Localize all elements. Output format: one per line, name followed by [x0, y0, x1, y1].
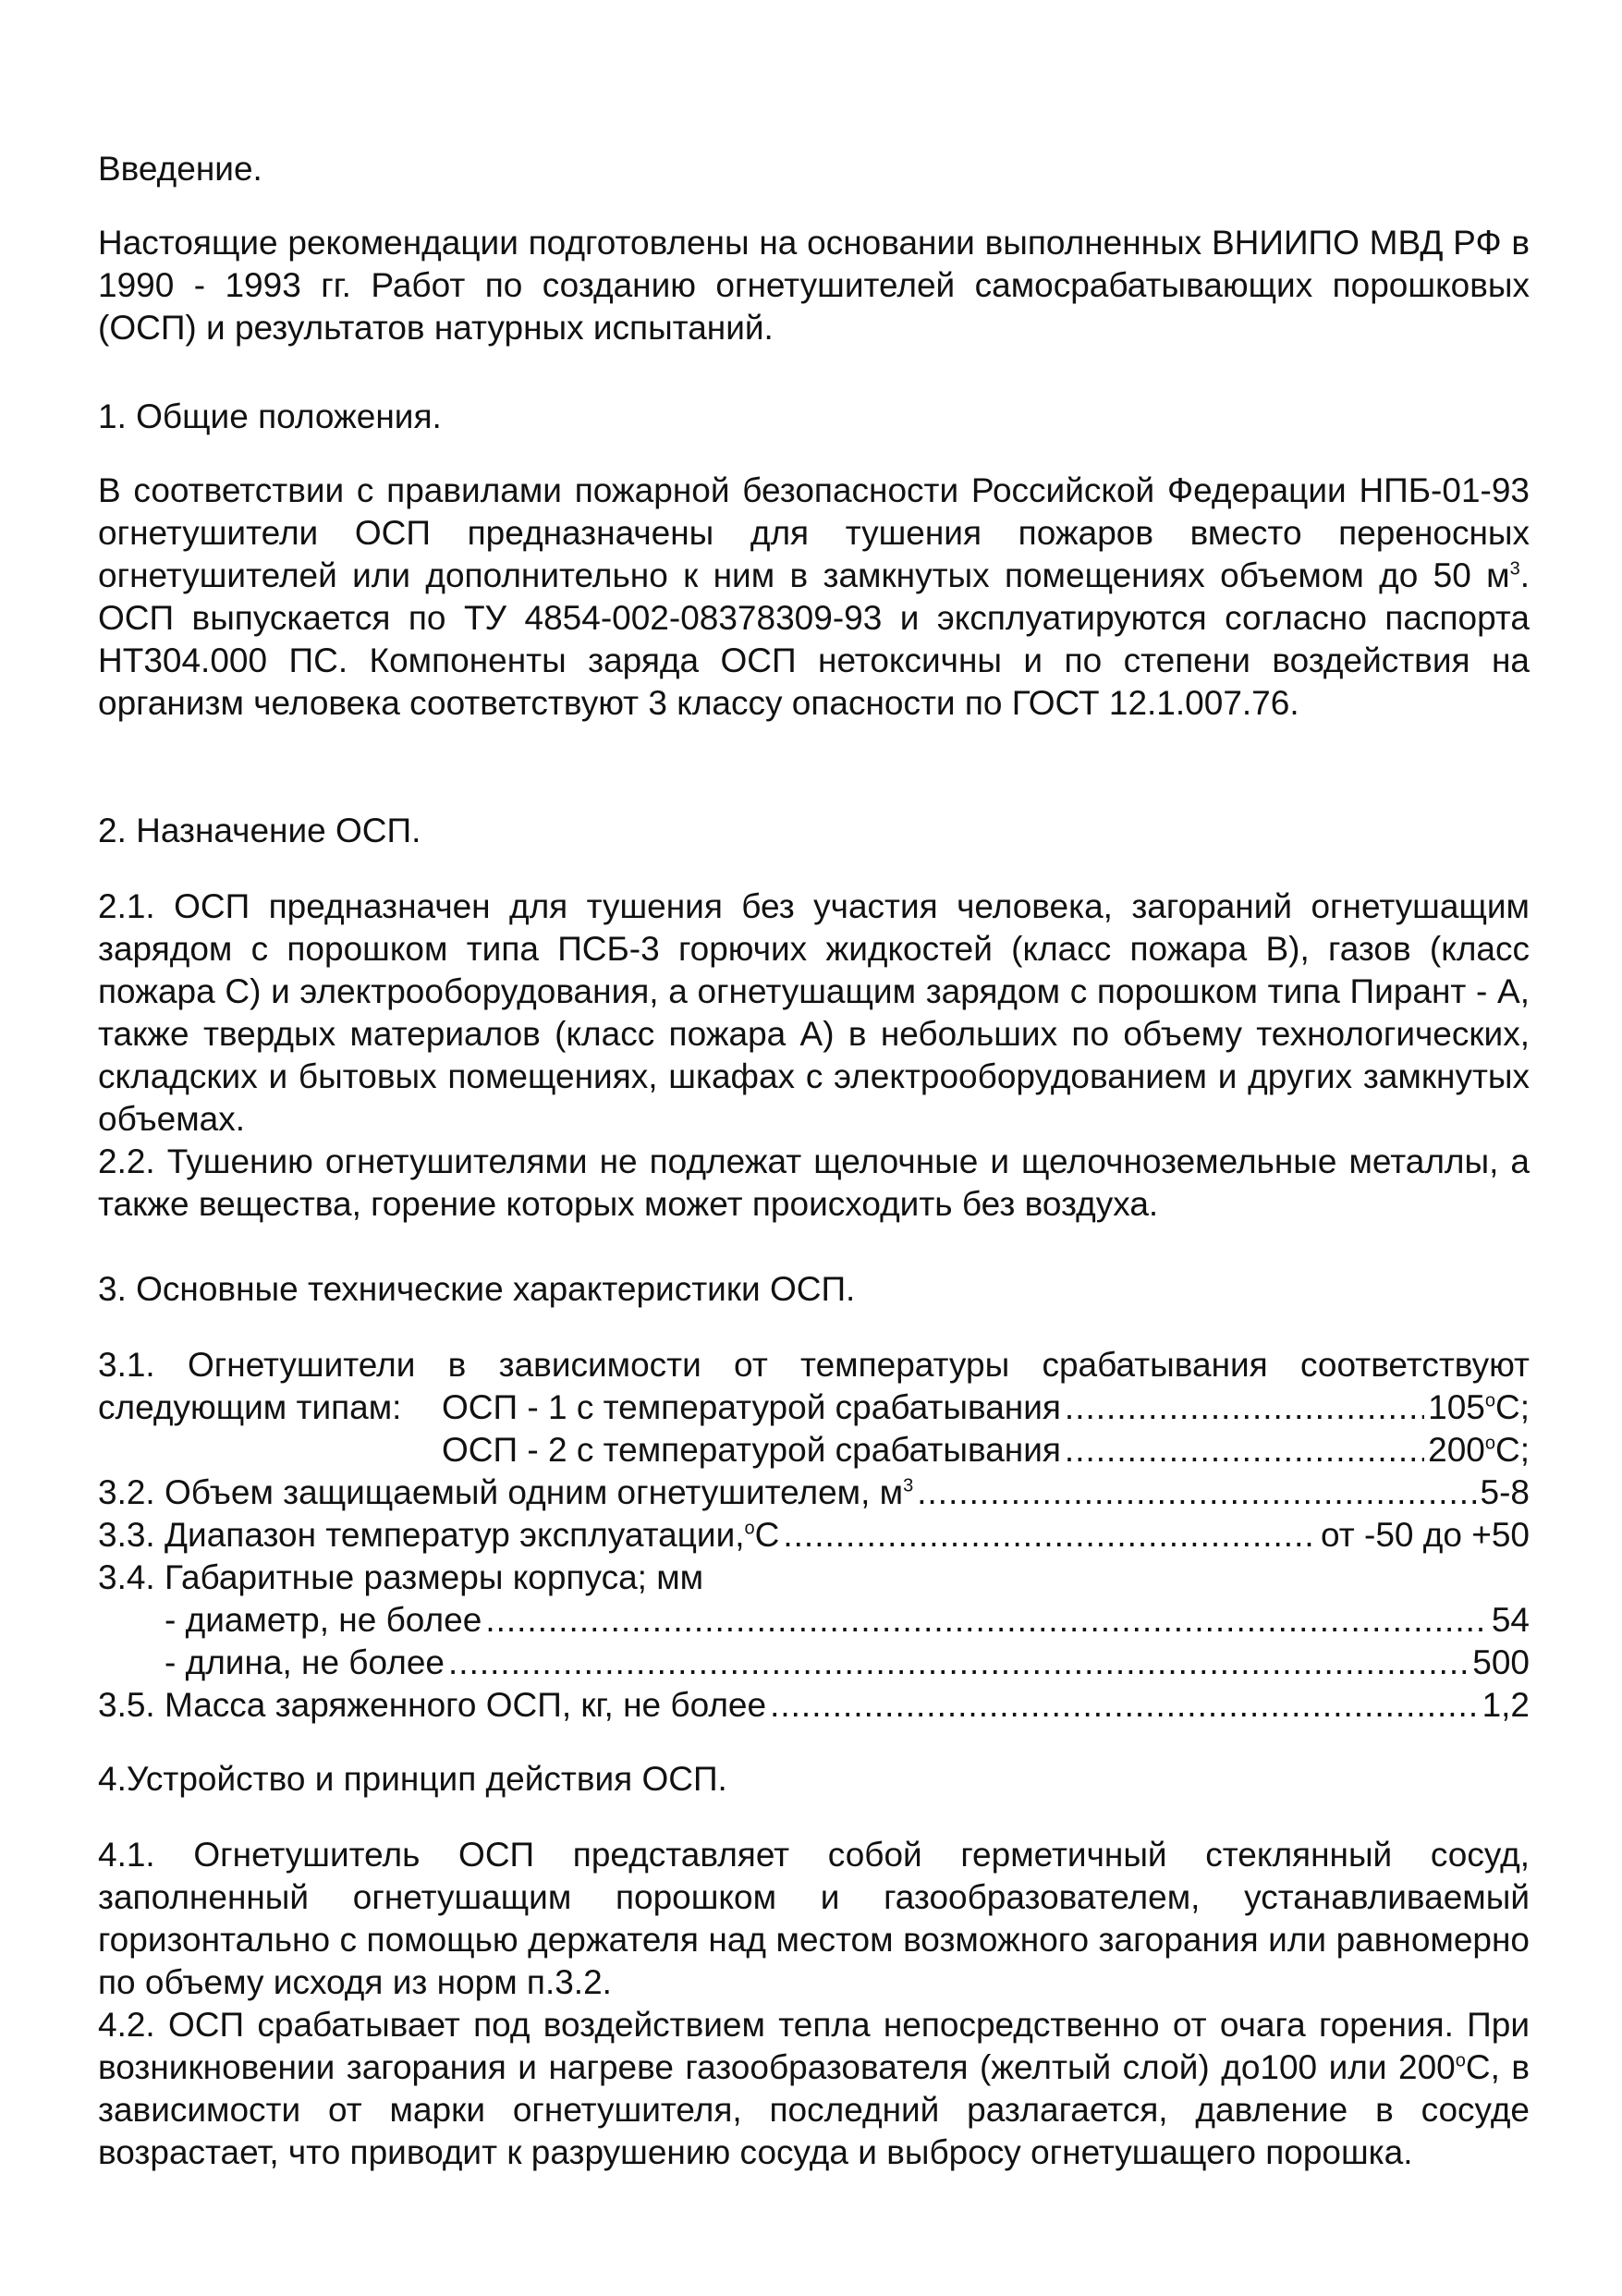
spec-3-3: 3.3. Диапазон температур эксплуатации,$^o$С ..... от -50 до +50 — [98, 1514, 1530, 1557]
spec-length: - длина, не более ..... 500 — [98, 1642, 1530, 1684]
section4-paragraph-4-2: 4.2. ОСП срабатывает под воздействием тепла непосредственно от очага горения. При возникновении загорания и нагреве газообразователя (желтый слой) до100 или 200$^o$С, в зависимости от марки огнетушителя, последний разлагается, давление в сосуде возрастает, что приводит к разрушению сосуда и выбросу огнетушащего порошка. — [98, 2006, 1531, 2171]
spec-type2: ОСП - 2 с температурой срабатывания ..... 200$^o$С; — [98, 1429, 1530, 1472]
section2-paragraph-2-1: 2.1. ОСП предназначен для тушения без участия человека, загораний огнетушащим зарядом с порошком типа ПСБ-3 горючих жидкостей (класс пожара В), газов (класс пожара С) и электрооборудования, а огнетушащим зарядом с порошком типа Пирант - А, также твердых материалов (класс пожара А) в небольших по объему технологических, складских и бытовых помещениях, шкафах с электрооборудованием и других замкнутых объемах. — [98, 887, 1530, 1138]
section2-paragraph-2-2: 2.2. Тушению огнетушителями не подлежат щелочные и щелочноземельные металлы, а также вещества, горение которых может происходить без воздуха. — [98, 1142, 1530, 1223]
leader-dots — [485, 1599, 1488, 1642]
intro-heading: Введение. — [98, 150, 262, 188]
leader-dots — [448, 1642, 1469, 1684]
leader-dots — [917, 1472, 1476, 1514]
spec-list — [98, 1344, 1530, 1727]
section4-paragraph-4-1: 4.1. Огнетушитель ОСП представляет собой герметичный стеклянный сосуд, заполненный огнетушащим порошком и газообразователем, устанавливаемый горизонтально с помощью держателя над местом возможного загорания или равномерно по объему исходя из норм п.3.2. — [98, 1836, 1530, 2001]
section2-heading: 2. Назначение ОСП. — [98, 812, 421, 849]
spec-diameter: - диаметр, не более ..... 54 — [98, 1599, 1530, 1642]
leader-dots — [1065, 1386, 1424, 1429]
spec-3-2: 3.2. Объем защищаемый одним огнетушителем, $м^3$ ..... 5-8 — [98, 1472, 1530, 1514]
leader-dots — [783, 1514, 1317, 1557]
intro-paragraph: Настоящие рекомендации подготовлены на основании выполненных ВНИИПО МВД РФ в 1990 - 1993 гг. Работ по созданию огнетушителей самосрабатывающих порошковых (ОСП) и результатов натурных испытаний. — [98, 224, 1530, 347]
leader-dots — [770, 1684, 1478, 1727]
section1-paragraph: В соответствии с правилами пожарной безопасности Российской Федерации НПБ-01-93 огнетушители ОСП предназначены для тушения пожаров вместо переносных огнетушителей или дополнительно к ним в замкнутых помещениях объемом до 50 $м^3$. ОСП выпускается по ТУ 4854-002-08378309-93 и эксплуатируются согласно паспорта НТ304.000 ПС. Компоненты заряда ОСП нетоксичны и по степени воздействия на организм человека соответствуют 3 классу опасности по ГОСТ 12.1.007.76. — [98, 471, 1530, 722]
spec-3-1-intro: 3.1. Огнетушители в зависимости от температуры срабатывания соответствуют — [98, 1346, 1530, 1384]
section3-heading: 3. Основные технические характеристики ОСП. — [98, 1270, 856, 1308]
section4-heading: 4.Устройство и принцип действия ОСП. — [98, 1760, 727, 1798]
spec-3-5: 3.5. Масса заряженного ОСП, кг, не более ..... 1,2 — [98, 1684, 1530, 1727]
spec-3-4: 3.4. Габаритные размеры корпуса; мм — [98, 1558, 704, 1596]
spec-type1: следующим типам: ОСП - 1 с температурой срабатывания ..... 105$^o$С; — [98, 1386, 1530, 1429]
leader-dots — [1065, 1429, 1424, 1472]
section1-heading: 1. Общие положения. — [98, 397, 442, 435]
